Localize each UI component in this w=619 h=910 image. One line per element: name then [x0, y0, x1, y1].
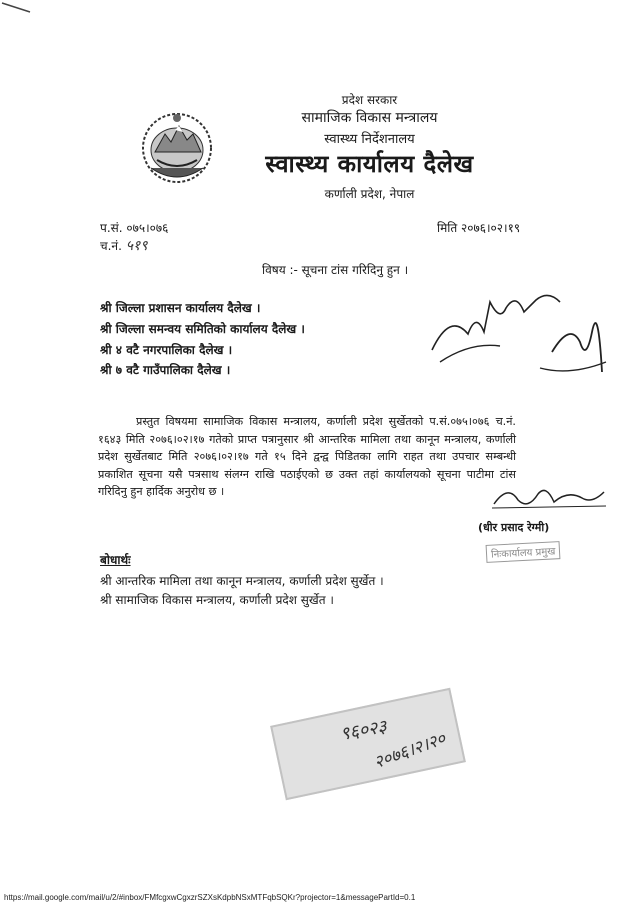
- addressee-item: श्री ४ वटै नगरपालिका दैलेख ।: [100, 343, 233, 357]
- header-ministry: सामाजिक विकास मन्त्रालय: [301, 110, 438, 126]
- subject-line: विषय :- सूचना टांस गरिदिनु हुन ।: [262, 263, 409, 277]
- ref-cn: [100, 236, 148, 255]
- print-footer-url: https://mail.google.com/mail/u/2/#inbox/FMfcgxwCgxzrSZXsKdpbNSxMTFqbSQKr?projector=1&messagePartId=0.1: [4, 893, 416, 902]
- bodharth-label: बोधार्थः: [100, 553, 131, 567]
- ref-ps: प.सं. ०७५।०७६: [100, 221, 169, 235]
- bodharth-item: श्री आन्तरिक मामिला तथा कानून मन्त्रालय, कर्णाली प्रदेश सुर्खेत ।: [100, 574, 384, 588]
- ref-cn-value: ५१९: [125, 238, 148, 254]
- addressee-item: श्री ७ वटै गाउँपालिका दैलेख ।: [100, 363, 231, 377]
- signature-scribble: [488, 480, 608, 514]
- header-location: कर्णाली प्रदेश, नेपाल: [324, 187, 415, 201]
- header-province: प्रदेश सरकार: [341, 93, 398, 107]
- ref-cn-label: च.नं.: [100, 239, 122, 253]
- signatory-title-stamp: निःकार्यालय प्रमुख: [486, 541, 561, 563]
- handwritten-signature: [420, 272, 610, 387]
- header-office-name: स्वास्थ्य कार्यालय दैलेख: [265, 150, 474, 178]
- stamp-date: २०७६।२।२०: [371, 728, 449, 774]
- addressee-item: श्री जिल्ला समन्वय समितिको कार्यालय दैलेख ।: [100, 322, 305, 336]
- header-directorate: स्वास्थ्य निर्देशनालय: [324, 132, 415, 147]
- scan-mark: [0, 0, 60, 30]
- bodharth-item: श्री सामाजिक विकास मन्त्रालय, कर्णाली प्रदेश सुर्खेत ।: [100, 593, 334, 607]
- stamp-darta-number: ९६०२३: [338, 716, 389, 745]
- ref-date: मिति २०७६।०२।१९: [437, 221, 521, 235]
- addressee-item: श्री जिल्ला प्रशासन कार्यालय दैलेख ।: [100, 301, 261, 315]
- signatory-name: (धीर प्रसाद रेग्मी): [478, 521, 550, 534]
- body-paragraph: प्रस्तुत विषयमा सामाजिक विकास मन्त्रालय, कर्णाली प्रदेश सुर्खेतको प.सं.०७५।०७६ च.नं. १६४३ मिति २०७६।०२।१७ गतेको प्राप्त पत्रानुसार श्री आन्तरिक मामिला तथा कानून मन्त्रालय, कर्णाली प्रदेश सुर्खेतबाट मिति २०७६।०२।१७ गते १५ दिने द्वन्द्व पिडितका लागि राहत तथा उपचार सम्बन्धी प्रकाशित सूचना यसै पत्रसाथ संलग्न राखि पठाईएको छ उक्त तहां कार्यालयको सूचना पाटीमा टांस गरिदिनु हुन हार्दिक अनुरोध छ ।: [98, 415, 516, 498]
